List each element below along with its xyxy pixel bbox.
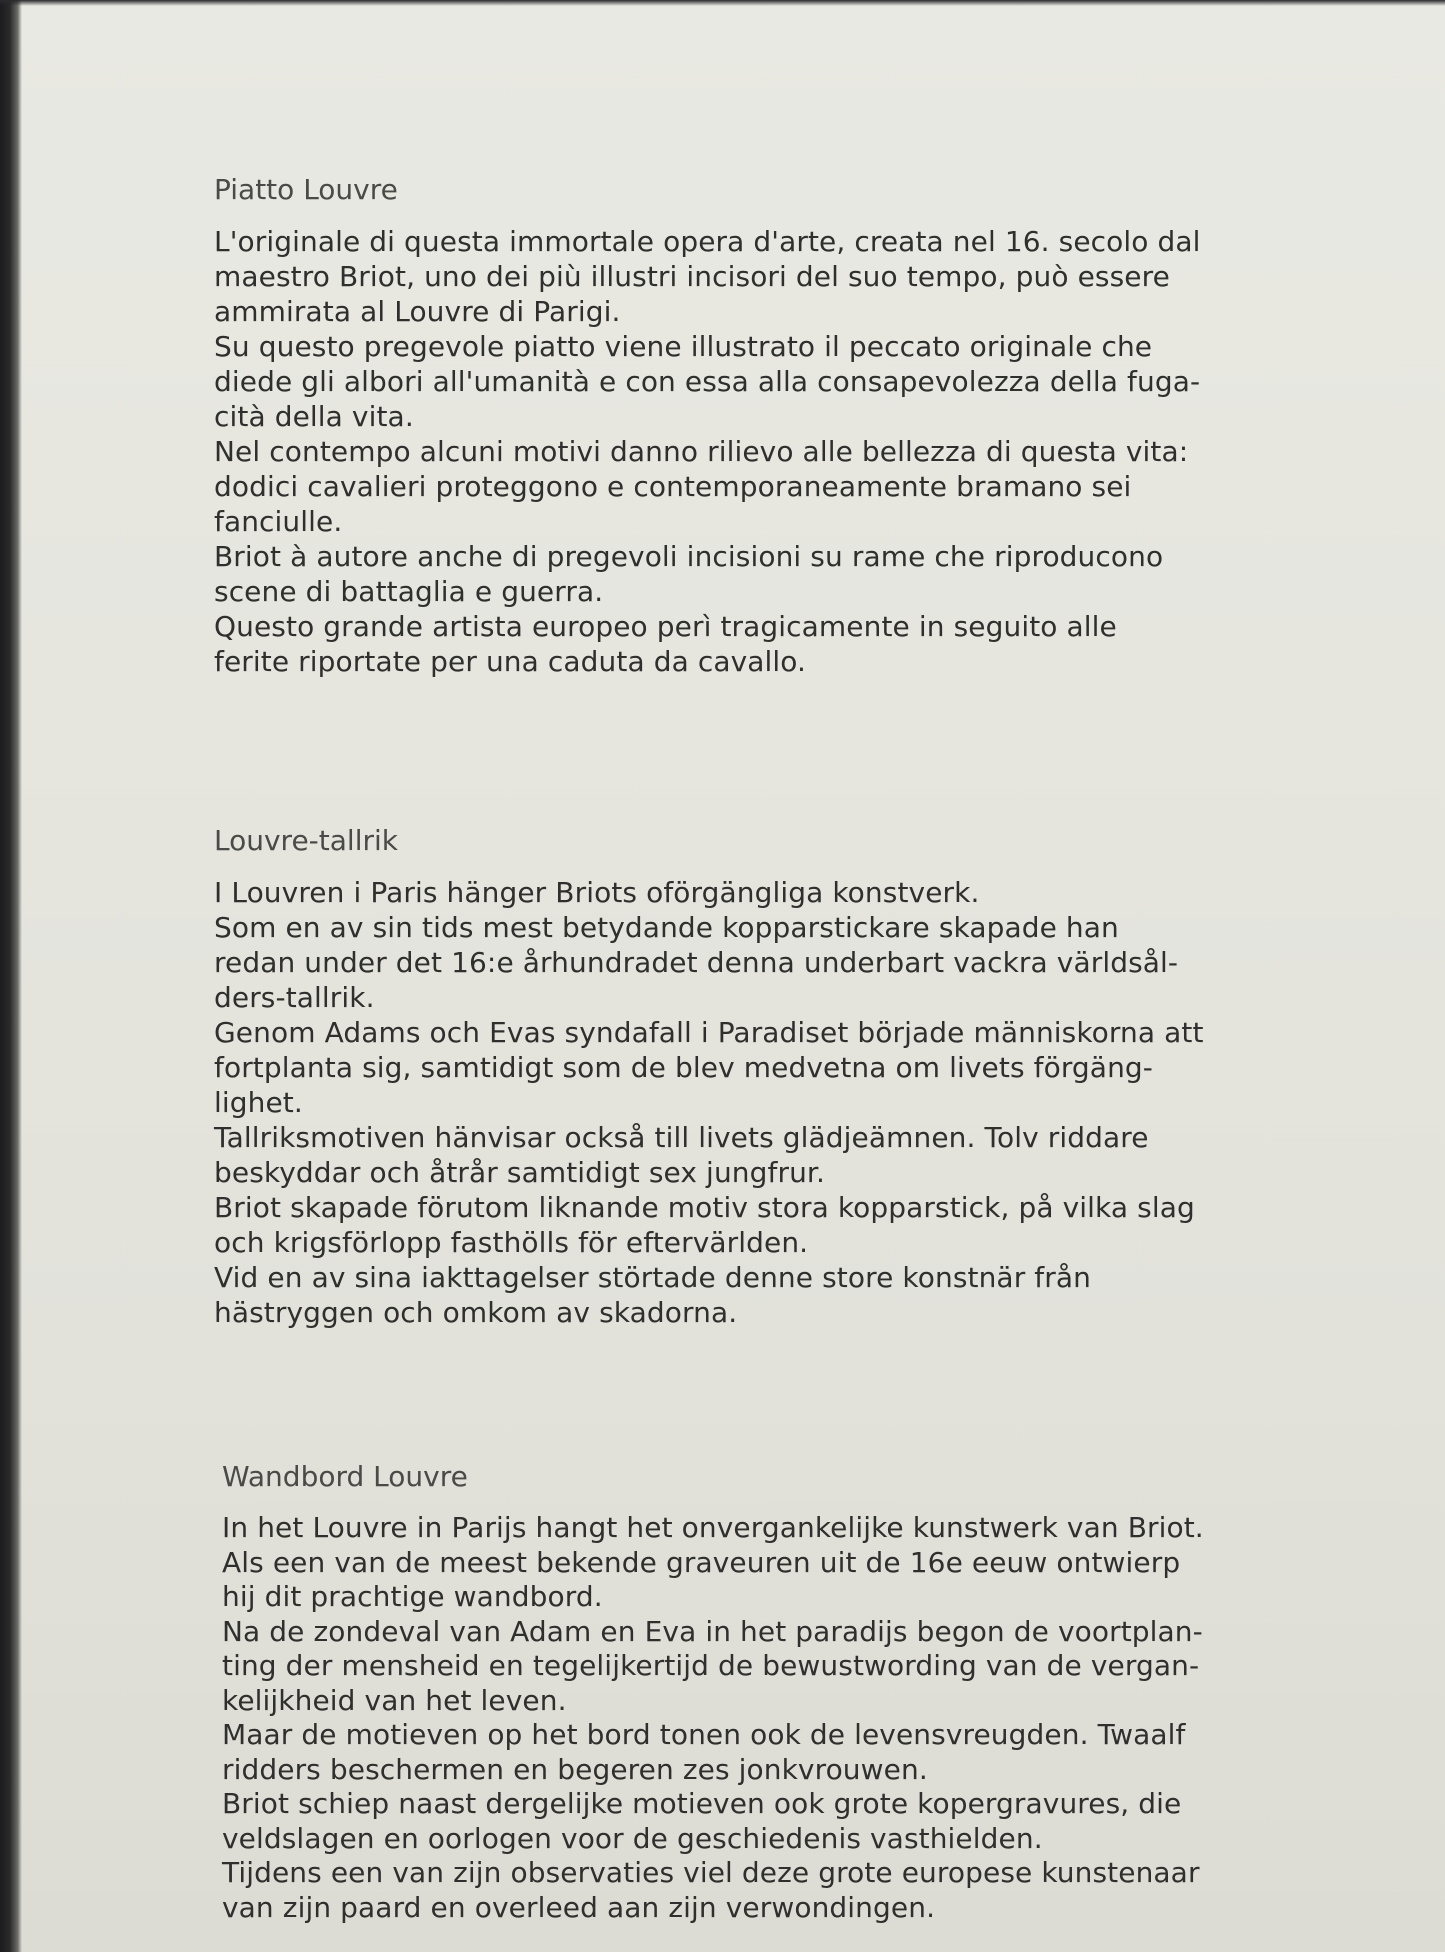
- text-line: Su questo pregevole piatto viene illustrato il peccato originale che: [214, 330, 1153, 363]
- text-line: I Louvren i Paris hänger Briots oförgängliga konstverk.: [214, 876, 980, 909]
- section-italian: [214, 172, 1214, 679]
- text-line: In het Louvre in Parijs hangt het onvergankelijke kunstwerk van Briot.: [222, 1511, 1204, 1544]
- section-title: Piatto Louvre: [214, 173, 398, 206]
- text-line: ferite riportate per una caduta da cavallo.: [214, 645, 807, 678]
- text-line: veldslagen en oorlogen voor de geschiedenis vasthielden.: [222, 1821, 1043, 1855]
- text-line: scene di battaglia e guerra.: [214, 575, 604, 608]
- text-line: Nel contempo alcuni motivi danno rilievo alle bellezza di questa vita:: [214, 435, 1189, 468]
- text-line: Briot schiep naast dergelijke motieven ook grote kopergravures, die: [222, 1787, 1182, 1820]
- text-line: Vid en av sina iakttagelser störtade denne store konstnär från: [214, 1261, 1091, 1294]
- text-line: Maar de motieven op het bord tonen ook de levensvreugden. Twaalf: [222, 1718, 1186, 1751]
- text-line: beskyddar och åtrår samtidigt sex jungfrur.: [214, 1156, 825, 1189]
- sheet-left-edge-shadow: [0, 0, 22, 1952]
- text-line: redan under det 16:e århundradet denna underbart vackra världsål-: [214, 946, 1179, 979]
- text-line: Briot skapade förutom liknande motiv stora kopparstick, på vilka slag: [214, 1191, 1195, 1224]
- text-line: maestro Briot, uno dei più illustri incisori del suo tempo, può essere: [214, 260, 1170, 293]
- text-line: cità della vita.: [214, 400, 414, 433]
- section-dutch: [222, 1459, 1222, 1925]
- text-line: Questo grande artista europeo perì tragicamente in seguito alle: [214, 610, 1117, 643]
- text-line: ammirata al Louvre di Parigi.: [214, 295, 621, 328]
- text-line: ridders beschermen en begeren zes jonkvrouwen.: [222, 1752, 928, 1786]
- section-title: Louvre-tallrik: [214, 824, 398, 857]
- text-line: dodici cavalieri proteggono e contemporaneamente bramano sei: [214, 470, 1132, 503]
- text-line: diede gli albori all'umanità e con essa alla consapevolezza della fuga-: [214, 365, 1201, 398]
- text-line: kelijkheid van het leven.: [222, 1683, 567, 1717]
- text-line: lighet.: [214, 1086, 303, 1119]
- text-line: hij dit prachtige wandbord.: [222, 1580, 603, 1613]
- section-swedish: [214, 823, 1214, 1330]
- text-line: hästryggen och omkom av skadorna.: [214, 1296, 738, 1329]
- text-line: och krigsförlopp fasthölls för eftervärlden.: [214, 1226, 809, 1259]
- text-line: van zijn paard en overleed aan zijn verwondingen.: [222, 1890, 936, 1924]
- text-line: Genom Adams och Evas syndafall i Paradiset började människorna att: [214, 1016, 1204, 1049]
- sheet-top-edge-shadow: [0, 0, 1445, 6]
- text-line: L'originale di questa immortale opera d'arte, creata nel 16. secolo dal: [214, 225, 1201, 258]
- text-line: fanciulle.: [214, 505, 343, 538]
- text-line: ders-tallrik.: [214, 981, 375, 1014]
- text-line: Tallriksmotiven hänvisar också till livets glädjeämnen. Tolv riddare: [214, 1121, 1149, 1154]
- section-title: Wandbord Louvre: [222, 1460, 468, 1493]
- text-line: Als een van de meest bekende graveuren uit de 16e eeuw ontwierp: [222, 1545, 1181, 1579]
- text-line: Tijdens een van zijn observaties viel deze grote europese kunstenaar: [222, 1856, 1200, 1889]
- text-line: fortplanta sig, samtidigt som de blev medvetna om livets förgäng-: [214, 1051, 1153, 1084]
- text-line: Som en av sin tids mest betydande kopparstickare skapade han: [214, 911, 1119, 944]
- text-line: ting der mensheid en tegelijkertijd de bewustwording van de vergan-: [222, 1649, 1200, 1682]
- text-line: Briot à autore anche di pregevoli incisioni su rame che riproducono: [214, 540, 1164, 573]
- text-line: Na de zondeval van Adam en Eva in het paradijs begon de voortplan-: [222, 1614, 1203, 1648]
